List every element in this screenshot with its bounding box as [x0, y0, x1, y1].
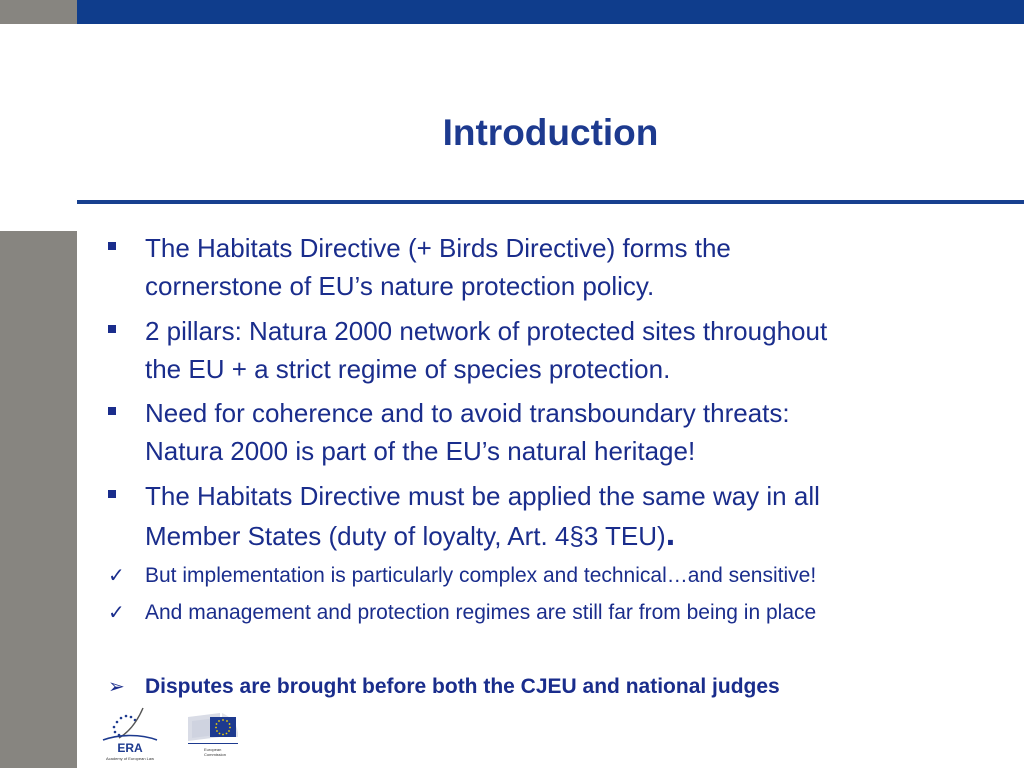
bullet-item: The Habitats Directive must be applied the same way in all Member States (duty of loyalty, Art. 4§3 TEU). [145, 481, 820, 553]
checkmark-icon: ✓ [108, 565, 125, 587]
bullet-item: Need for coherence and to avoid transboundary threats: Natura 2000 is part of the EU’s natural heritage! [145, 398, 790, 466]
square-bullet-icon [108, 242, 116, 250]
svg-text:Commission: Commission [204, 752, 227, 757]
square-bullet-icon [108, 407, 116, 415]
european-commission-logo [186, 707, 260, 759]
check-item: But implementation is particularly complex and technical…and sensitive! [145, 564, 817, 587]
arrow-bullet-icon: ➢ [108, 676, 125, 698]
arrow-item: Disputes are brought before both the CJEU and national judges [145, 675, 780, 698]
check-item: And management and protection regimes are still far from being in place [145, 601, 817, 624]
slide-title: Introduction [442, 112, 659, 153]
era-logo [97, 704, 163, 762]
square-bullet-icon [108, 325, 116, 333]
bullet-item: The Habitats Directive (+ Birds Directive) forms the cornerstone of EU’s nature protection policy. [145, 233, 731, 301]
square-bullet-icon [108, 490, 116, 498]
checkmark-icon: ✓ [108, 602, 125, 624]
svg-text:ERA: ERA [117, 741, 143, 755]
svg-text:European: European [204, 747, 222, 752]
svg-text:Academy of European Law: Academy of European Law [105, 756, 155, 761]
bullet-item: 2 pillars: Natura 2000 network of protected sites throughout the EU + a strict regime of species protection. [145, 316, 828, 384]
